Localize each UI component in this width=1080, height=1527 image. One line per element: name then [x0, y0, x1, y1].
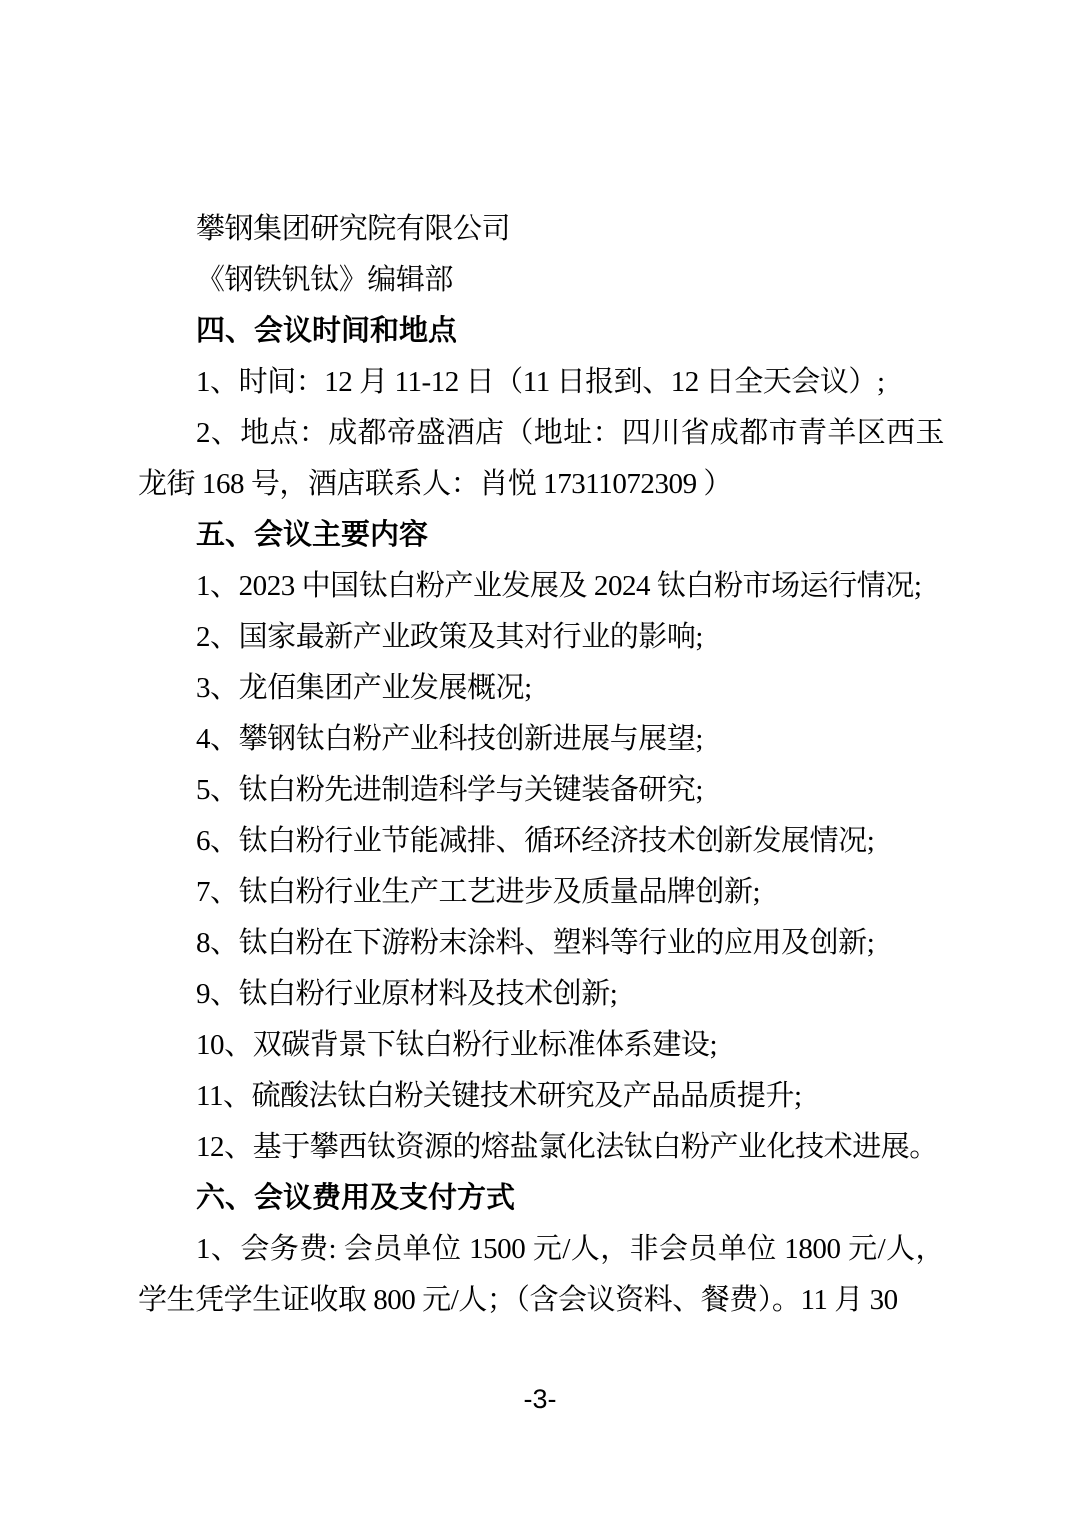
page-number: -3- — [523, 1384, 557, 1414]
section-item: 4、攀钢钛白粉产业科技创新进展与展望; — [196, 723, 704, 755]
document-content — [138, 204, 944, 1326]
section-heading: 五、会议主要内容 — [196, 519, 429, 551]
section-item: 5、钛白粉先进制造科学与关键装备研究; — [196, 774, 704, 806]
intro-line: 攀钢集团研究院有限公司 — [196, 213, 511, 245]
section-item: 9、钛白粉行业原材料及技术创新; — [196, 978, 618, 1010]
section-item: 12、基于攀西钛资源的熔盐氯化法钛白粉产业化技术进展。 — [196, 1131, 938, 1163]
section-item: 2、地点：成都帝盛酒店（地址：四川省成都市青羊区西玉龙街 168 号，酒店联系人：肖悦 17311072309 ） — [138, 417, 944, 500]
section-item: 1、会务费: 会员单位 1500 元/人，非会员单位 1800 元/人，学生凭学生证收取 800 元/人；（含会议资料、餐费）。11 月 30 — [138, 1233, 944, 1316]
section-item: 2、国家最新产业政策及其对行业的影响; — [196, 621, 704, 653]
section-item: 7、钛白粉行业生产工艺进步及质量品牌创新; — [196, 876, 761, 908]
section-item: 10、双碳背景下钛白粉行业标准体系建设; — [196, 1029, 718, 1061]
section-heading: 四、会议时间和地点 — [196, 315, 458, 347]
section-item: 3、龙佰集团产业发展概况; — [196, 672, 532, 704]
section-heading: 六、会议费用及支付方式 — [196, 1182, 516, 1214]
section-item: 1、2023 中国钛白粉产业发展及 2024 钛白粉市场运行情况; — [196, 570, 922, 602]
section-item: 11、硫酸法钛白粉关键技术研究及产品品质提升; — [196, 1080, 802, 1112]
intro-line: 《钢铁钒钛》编辑部 — [196, 264, 453, 296]
section-item: 6、钛白粉行业节能减排、循环经济技术创新发展情况; — [196, 825, 875, 857]
section-item: 1、时间：12 月 11-12 日（11 日报到、12 日全天会议）; — [196, 366, 885, 398]
section-item: 8、钛白粉在下游粉末涂料、塑料等行业的应用及创新; — [196, 927, 875, 959]
